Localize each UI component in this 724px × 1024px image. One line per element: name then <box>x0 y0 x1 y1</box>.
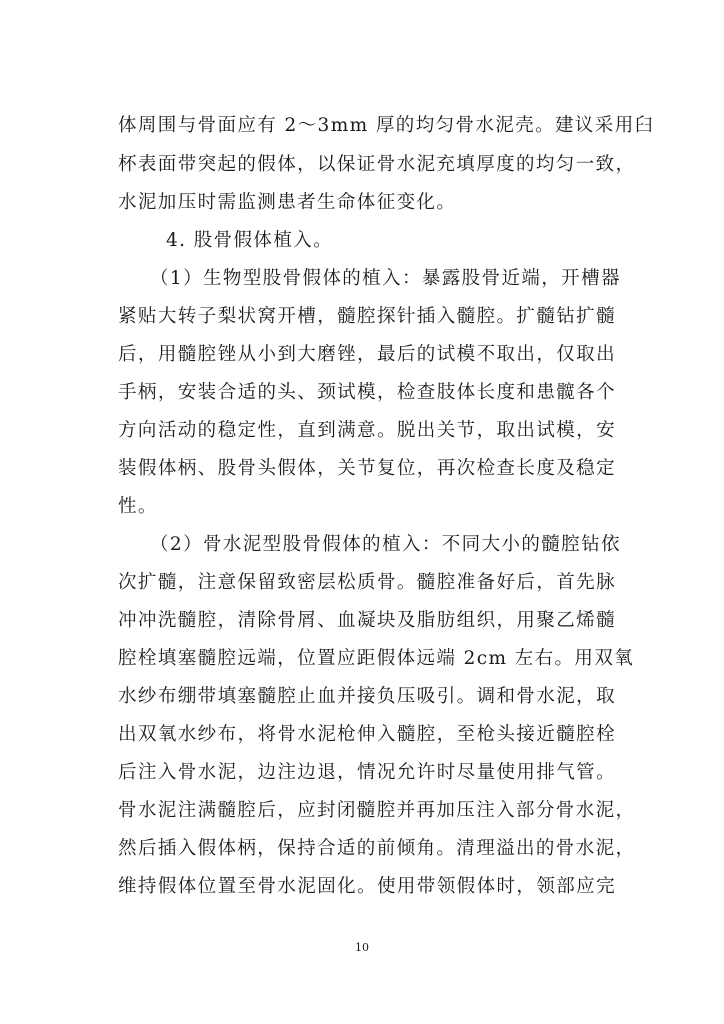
paragraph-2-line-6: 出双氧水纱布，将骨水泥枪伸入髓腔，至枪头接近髓腔栓 <box>118 724 616 745</box>
paragraph-1-line-5: 方向活动的稳定性，直到满意。脱出关节，取出试模，安 <box>118 420 616 441</box>
text-line-2: 杯表面带突起的假体，以保证骨水泥充填厚度的均匀一致， <box>118 154 636 175</box>
paragraph-2-line-9: 然后插入假体柄，保持合适的前倾角。清理溢出的骨水泥， <box>118 838 636 859</box>
text-line-1: 体周围与骨面应有 2～3mm 厚的均匀骨水泥壳。建议采用臼 <box>118 115 655 136</box>
paragraph-2-line-5: 水纱布绷带填塞髓腔止血并接负压吸引。调和骨水泥，取 <box>118 686 616 707</box>
paragraph-1-line-7: 性。 <box>118 496 158 517</box>
paragraph-2-line-3: 冲冲洗髓腔，清除骨屑、血凝块及脂肪组织，用聚乙烯髓 <box>118 610 616 631</box>
text-line-3: 水泥加压时需监测患者生命体征变化。 <box>118 192 457 213</box>
paragraph-1-line-1: （1）生物型股骨假体的植入：暴露股骨近端，开槽器 <box>150 268 621 289</box>
paragraph-1-line-2: 紧贴大转子梨状窝开槽，髓腔探针插入髓腔。扩髓钻扩髓 <box>118 306 616 327</box>
section-heading: 4. 股骨假体植入。 <box>166 230 334 251</box>
paragraph-1-line-6: 装假体柄、股骨头假体，关节复位，再次检查长度及稳定 <box>118 458 616 479</box>
page-number: 10 <box>355 941 369 954</box>
paragraph-1-line-3: 后，用髓腔锉从小到大磨锉，最后的试模不取出，仅取出 <box>118 344 616 365</box>
paragraph-2-line-1: （2）骨水泥型股骨假体的植入：不同大小的髓腔钻依 <box>150 534 621 555</box>
paragraph-2-line-4: 腔栓填塞髓腔远端，位置应距假体远端 2cm 左右。用双氧 <box>118 648 635 669</box>
paragraph-2-line-10: 维持假体位置至骨水泥固化。使用带领假体时，领部应完 <box>118 876 616 897</box>
paragraph-1-line-4: 手柄，安装合适的头、颈试模，检查肢体长度和患髋各个 <box>118 382 616 403</box>
paragraph-2-line-2: 次扩髓，注意保留致密层松质骨。髓腔准备好后，首先脉 <box>118 572 616 593</box>
paragraph-2-line-7: 后注入骨水泥，边注边退，情况允许时尽量使用排气管。 <box>118 762 616 783</box>
paragraph-2-line-8: 骨水泥注满髓腔后，应封闭髓腔并再加压注入部分骨水泥， <box>118 800 636 821</box>
